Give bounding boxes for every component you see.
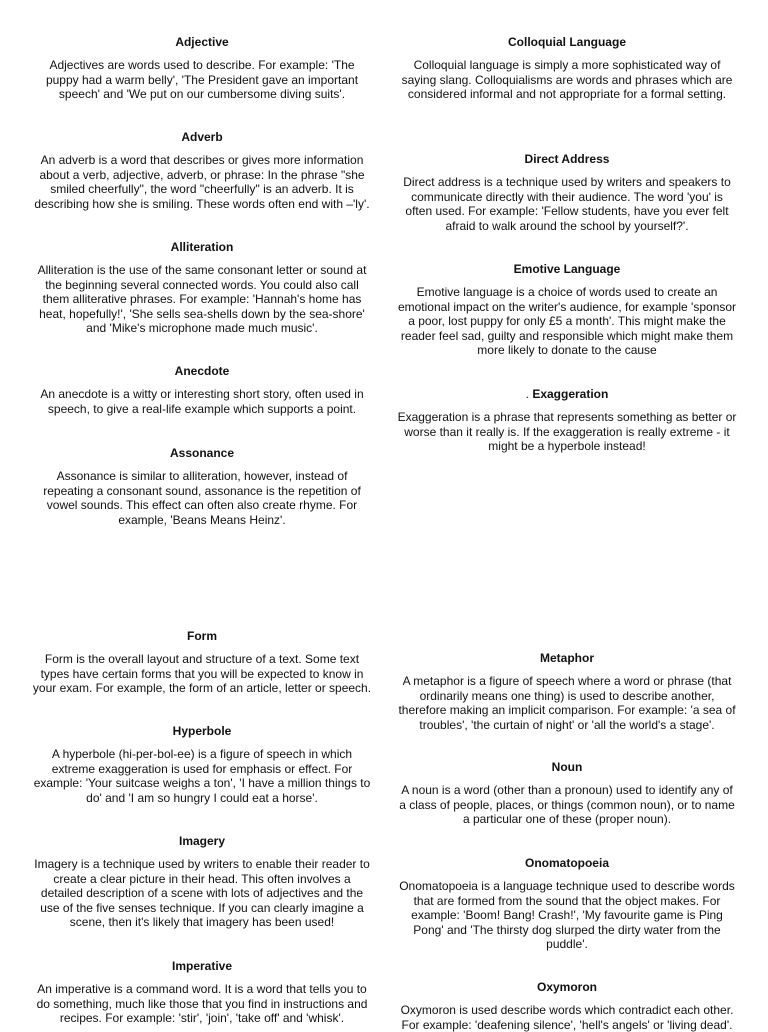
glossary-entry-direct-address [397,152,737,233]
term-definition: An anecdote is a witty or interesting short story, often used in speech, to give a real-life example which supports a point. [40,387,364,416]
term-definition: Exaggeration is a phrase that represents something as better or worse than it really is. If the exaggeration is really extreme - it might be a hyperbole instead! [397,410,737,454]
term-heading: Imperative [171,959,233,973]
glossary-entry-assonance [32,446,372,527]
term-heading: Anecdote [174,364,230,378]
term-definition: Assonance is similar to alliteration, however, instead of repeating a consonant sound, assonance is the repetition of vowel sounds. This effect can often also create rhyme. For example, 'Beans Means Heinz'. [43,469,361,527]
term-definition: A noun is a word (other than a pronoun) used to identify any of a class of people, places, or things (common noun), or to name a particular one of these (proper noun). [399,783,735,827]
term-heading: Onomatopoeia [524,856,609,870]
glossary-entry-noun [397,760,737,827]
term-heading: Adjective [175,35,229,49]
glossary-entry-colloquial-language [397,35,737,102]
glossary-entry-anecdote [32,364,372,416]
glossary-entry-metaphor [397,651,737,732]
glossary-entry-oxymoron [397,980,737,1032]
glossary-entry-form [32,629,372,696]
term-definition: Emotive language is a choice of words used to create an emotional impact on the writer's audience, for example 'sponsor a poor, lost puppy for only £5 a month'. This might make the reader feel sad, guilty and responsible which might make them more likely to donate to the cause [397,285,737,358]
glossary-entry-alliteration [32,240,372,336]
glossary-entry-adverb [32,130,372,211]
term-heading: Noun [551,760,583,774]
term-definition: An imperative is a command word. It is a word that tells you to do something, much like those that you find in instructions and recipes. For example: 'stir', 'join', 'take off' and 'whisk'. [36,982,368,1026]
term-heading: Imagery [178,834,226,848]
term-definition: Form is the overall layout and structure of a text. Some text types have certain forms that you will be expected to know in your exam. For example, the form of an article, letter or speech. [32,652,372,696]
term-definition: Adjectives are words used to describe. For example: 'The puppy had a warm belly', 'The President gave an important speech' and 'We put on our cumbersome diving suits'. [45,58,359,102]
term-definition: A metaphor is a figure of speech where a word or phrase (that ordinarily means one thing) is used to describe another, therefore making an implicit comparison. For example: 'a sea of troubles', 'the curtain of night' or 'all the world's a stage'. [398,674,736,732]
term-definition: Imagery is a technique used by writers to enable their reader to create a clear picture in their head. This often involves a detailed description of a scene with lots of adjectives and the use of the five senses technique. If you can clearly imagine a scene, then it's likely that imagery has been used! [34,857,370,930]
term-definition: Colloquial language is simply a more sophisticated way of saying slang. Colloquialisms are words and phrases which are considered informal and not appropriate for a formal setting. [401,58,733,102]
term-definition: Oxymoron is used describe words which contradict each other. For example: 'deafening silence', 'hell's angels' or 'living dead'. [400,1003,734,1032]
term-heading: Form [187,629,217,643]
term-definition: Alliteration is the use of the same consonant letter or sound at the beginning several connected words. You could also call them alliterative phrases. For example: 'Hannah's home has heat, hopefully!', 'She sells sea-shells down by the sea-shore' and 'Mike's microphone made much music'. [37,263,367,336]
term-heading: Hyperbole [172,724,232,738]
glossary-entry-imperative [32,959,372,1026]
glossary-entry-adjective [32,35,372,102]
term-heading: Adverb [181,130,223,144]
glossary-entry-onomatopoeia [397,856,737,952]
term-heading-text: Exaggeration [532,387,609,401]
term-definition: Direct address is a technique used by writers and speakers to communicate directly with their audience. The word 'you' is often used. For example: 'Fellow students, have you ever felt afraid to walk around the school by yourself?'. [403,175,731,233]
term-heading [397,387,737,401]
term-heading: Oxymoron [536,980,597,994]
term-prefix: . [525,387,533,401]
term-heading: Alliteration [170,240,234,254]
term-definition: An adverb is a word that describes or gives more information about a verb, adjective, adverb, or phrase: In the phrase "she smiled cheerfully", the word "cheerfully" is an adverb. It is describing how she is smiling. These words often end with –'ly'. [34,153,370,211]
glossary-entry-hyperbole [32,724,372,805]
term-definition: A hyperbole (hi-per-bol-ee) is a figure of speech in which extreme exaggeration is used for emphasis or effect. For example: 'Your suitcase weighs a ton', 'I have a million things to do' and 'I am so hungry I could eat a horse'. [33,747,371,805]
term-heading: Assonance [169,446,235,460]
term-heading: Colloquial Language [507,35,626,49]
term-heading: Metaphor [540,651,594,665]
glossary-entry-imagery [32,834,372,930]
glossary-entry-exaggeration [397,387,737,454]
term-heading: Direct Address [524,152,610,166]
glossary-entry-emotive-language [397,262,737,358]
term-heading: Emotive Language [513,262,621,276]
term-definition: Onomatopoeia is a language technique used to describe words that are formed from the sound that the object makes. For example: 'Boom! Bang! Crash!', 'My favourite game is Ping Pong' and 'The thirsty dog slurped the dirty water from the puddle'. [399,879,735,952]
